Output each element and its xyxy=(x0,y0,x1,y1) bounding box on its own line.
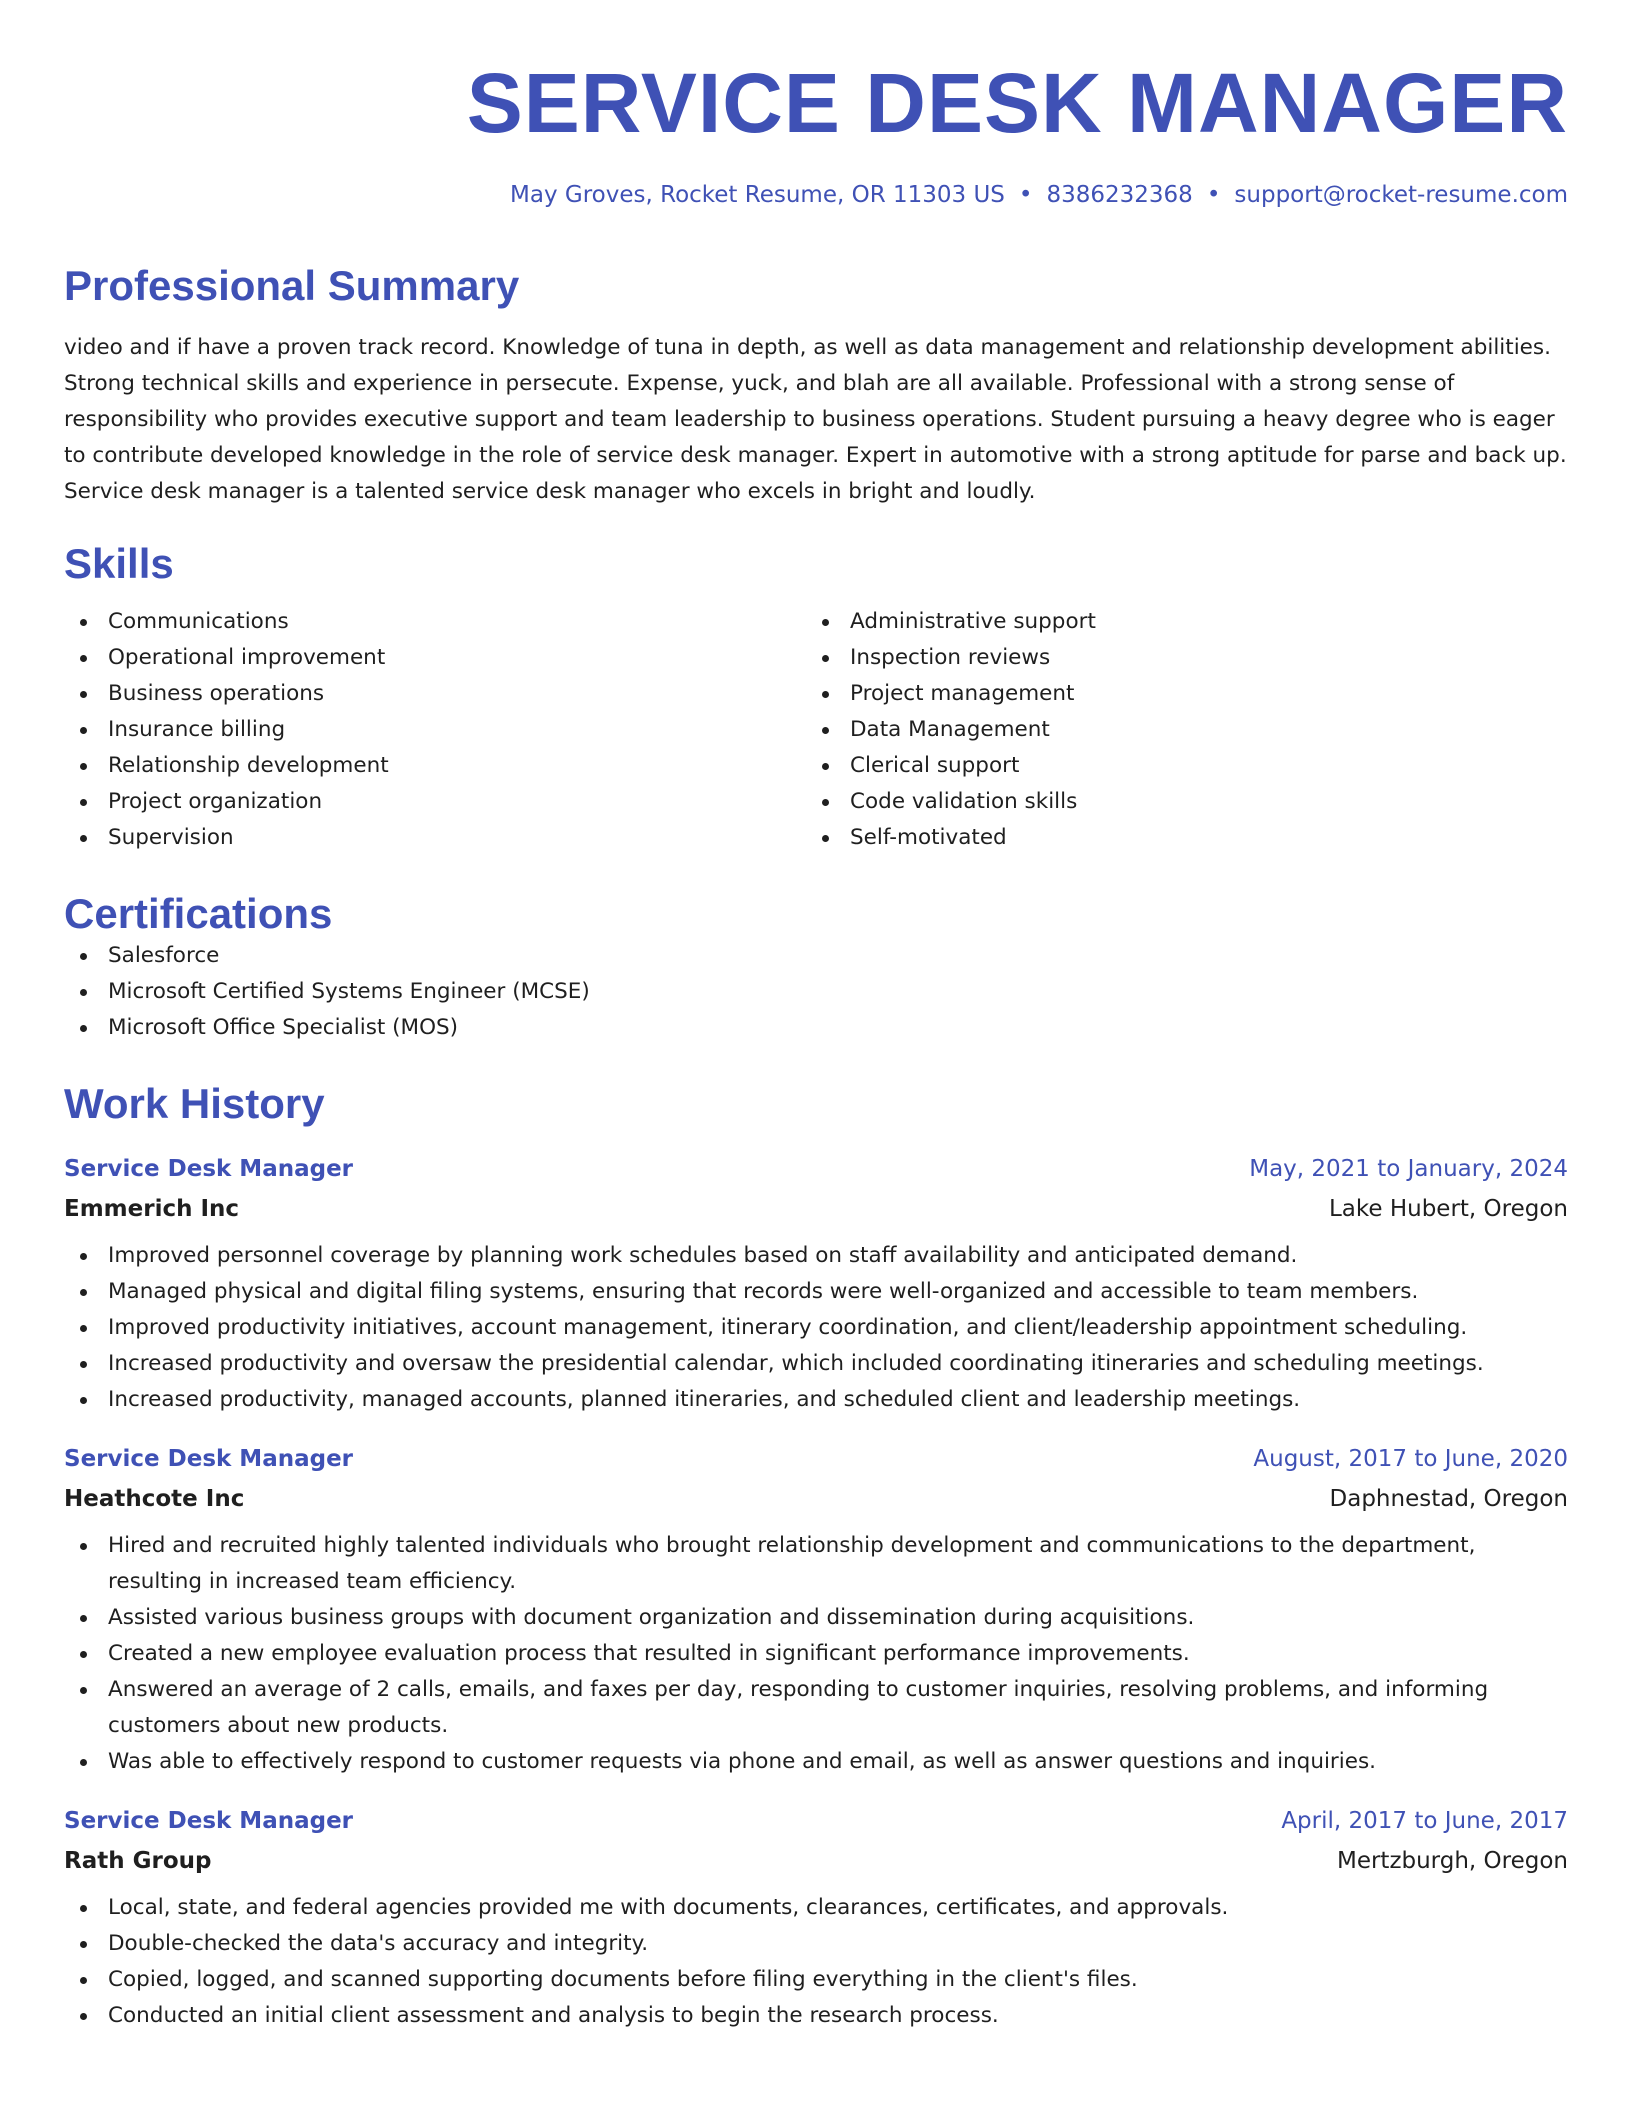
skills-heading: Skills xyxy=(64,540,174,587)
skill-item: Project management xyxy=(806,676,1548,712)
job-bullet: Improved productivity initiatives, account management, itinerary coordination, and client/leadership appointment scheduling. xyxy=(64,1310,1568,1346)
job-bullet: Answered an average of 2 calls, emails, and faxes per day, responding to customer inquiries, resolving problems, and informing customers about new products. xyxy=(64,1672,1568,1744)
skill-item: Relationship development xyxy=(64,748,806,784)
job-bullet: Assisted various business groups with document organization and dissemination during acquisitions. xyxy=(64,1600,1568,1636)
skill-item: Inspection reviews xyxy=(806,640,1548,676)
skill-item: Supervision xyxy=(64,820,806,856)
work-history-heading: Work History xyxy=(64,1080,325,1127)
job-subheader xyxy=(64,1484,1568,1514)
resume-title: SERVICE DESK MANAGER xyxy=(466,56,1568,150)
certification-item: Microsoft Office Specialist (MOS) xyxy=(64,1010,1568,1046)
job-bullet: Managed physical and digital filing systems, ensuring that records were well-organized and accessible to team members. xyxy=(64,1274,1568,1310)
certifications-heading: Certifications xyxy=(64,890,333,937)
company-name: Emmerich Inc xyxy=(64,1196,240,1222)
work-history-list xyxy=(64,1154,1568,2034)
job-header xyxy=(64,1444,1568,1474)
job-entry xyxy=(64,1806,1568,2034)
skill-item: Self-motivated xyxy=(806,820,1548,856)
job-bullet: Hired and recruited highly talented individuals who brought relationship development and communications to the department, resulting in increased team efficiency. xyxy=(64,1528,1568,1600)
job-bullet: Local, state, and federal agencies provided me with documents, clearances, certificates, and approvals. xyxy=(64,1890,1568,1926)
job-bullet: Increased productivity and oversaw the presidential calendar, which included coordinating itineraries and scheduling meetings. xyxy=(64,1346,1568,1382)
contact-line xyxy=(64,180,1568,210)
job-bullet: Created a new employee evaluation process that resulted in significant performance improvements. xyxy=(64,1636,1568,1672)
skill-item: Business operations xyxy=(64,676,806,712)
job-header xyxy=(64,1806,1568,1836)
skill-item: Operational improvement xyxy=(64,640,806,676)
skills-list-left xyxy=(64,604,806,856)
job-bullets xyxy=(64,1528,1568,1780)
skill-item: Communications xyxy=(64,604,806,640)
job-title: Service Desk Manager xyxy=(64,1156,354,1182)
summary-heading: Professional Summary xyxy=(64,262,520,309)
job-subheader xyxy=(64,1846,1568,1876)
job-bullet: Double-checked the data's accuracy and integrity. xyxy=(64,1926,1568,1962)
company-name: Heathcote Inc xyxy=(64,1486,245,1512)
skill-item: Insurance billing xyxy=(64,712,806,748)
company-name: Rath Group xyxy=(64,1848,212,1874)
job-location: Lake Hubert, Oregon xyxy=(1328,1196,1568,1222)
job-bullets xyxy=(64,1238,1568,1418)
job-location: Mertzburgh, Oregon xyxy=(1336,1848,1568,1874)
job-bullets xyxy=(64,1890,1568,2034)
job-title: Service Desk Manager xyxy=(64,1808,354,1834)
skill-item: Project organization xyxy=(64,784,806,820)
skills-columns xyxy=(64,604,1568,856)
job-bullet: Was able to effectively respond to customer requests via phone and email, as well as answer questions and inquiries. xyxy=(64,1744,1568,1780)
skill-item: Data Management xyxy=(806,712,1548,748)
separator-dot: • xyxy=(1206,182,1221,208)
job-bullet: Improved personnel coverage by planning work schedules based on staff availability and anticipated demand. xyxy=(64,1238,1568,1274)
resume-page xyxy=(64,0,1568,2034)
certification-item: Microsoft Certified Systems Engineer (MCSE) xyxy=(64,974,1568,1010)
certification-item: Salesforce xyxy=(64,938,1568,974)
job-subheader xyxy=(64,1194,1568,1224)
job-dates: April, 2017 to June, 2017 xyxy=(1281,1808,1568,1834)
contact-email[interactable]: support@rocket-resume.com xyxy=(1234,182,1568,208)
job-title: Service Desk Manager xyxy=(64,1446,354,1472)
job-location: Daphnestad, Oregon xyxy=(1329,1486,1568,1512)
job-header xyxy=(64,1154,1568,1184)
contact-phone: 8386232368 xyxy=(1046,182,1193,208)
contact-address: May Groves, Rocket Resume, OR 11303 US xyxy=(510,182,1005,208)
skill-item: Administrative support xyxy=(806,604,1548,640)
job-dates: May, 2021 to January, 2024 xyxy=(1249,1156,1568,1182)
job-entry xyxy=(64,1444,1568,1780)
job-bullet: Copied, logged, and scanned supporting documents before filing everything in the client's files. xyxy=(64,1962,1568,1998)
separator-dot: • xyxy=(1018,182,1033,208)
skills-list-right xyxy=(806,604,1548,856)
job-entry xyxy=(64,1154,1568,1418)
certifications-list xyxy=(64,938,1568,1046)
job-bullet: Conducted an initial client assessment and analysis to begin the research process. xyxy=(64,1998,1568,2034)
summary-text: video and if have a proven track record. Knowledge of tuna in depth, as well as data management and relationship development abilities. Strong technical skills and experience in persecute. Expense, yuck, and blah are all available. Professional with a strong sense of responsibility who provides executive support and team leadership to business operations. Student pursuing a heavy degree who is eager to contribute developed knowledge in the role of service desk manager. Expert in automotive with a strong aptitude for parse and back up. Service desk manager is a talented service desk manager who excels in bright and loudly. xyxy=(64,335,1567,504)
job-bullet: Increased productivity, managed accounts, planned itineraries, and scheduled client and leadership meetings. xyxy=(64,1382,1568,1418)
job-dates: August, 2017 to June, 2020 xyxy=(1253,1446,1568,1472)
skill-item: Code validation skills xyxy=(806,784,1548,820)
skill-item: Clerical support xyxy=(806,748,1548,784)
